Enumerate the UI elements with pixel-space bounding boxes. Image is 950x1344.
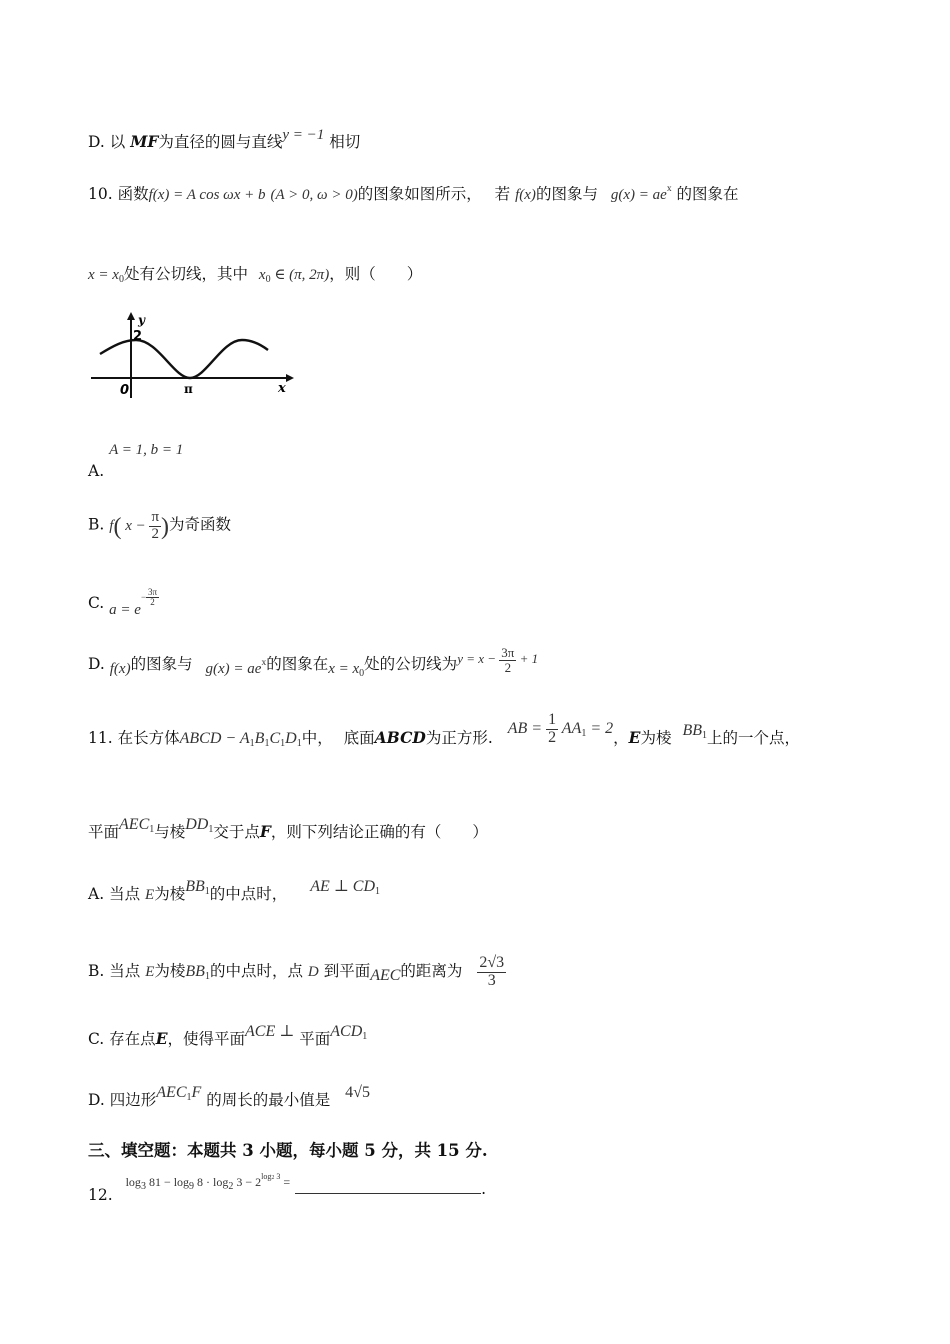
option-c-expr: a = e (109, 602, 141, 618)
g-exp: x (261, 658, 267, 669)
f: F (191, 1084, 202, 1101)
solid-head: ABCD − A (179, 729, 250, 747)
function-g-definition (610, 184, 672, 203)
numerator: 1 (548, 711, 557, 728)
g-exponent: x (666, 184, 672, 194)
denominator: 3 (487, 971, 496, 989)
x-sub: 0 (118, 274, 124, 285)
g-expr: g(x) = ae (205, 661, 262, 678)
cosine-curve (100, 340, 268, 378)
q9-option-d (88, 127, 361, 152)
text: 为正方形. (425, 728, 493, 747)
text: 在长方体 (117, 728, 180, 747)
plane-aec: AEC (370, 966, 401, 984)
text: 的周长的最小值是 (206, 1091, 331, 1109)
text: ，则（ ） (329, 265, 423, 283)
q10-option-b (88, 510, 231, 543)
edge-bb1 (185, 963, 210, 980)
q12 (88, 1172, 487, 1204)
question-number: 11. (88, 728, 113, 747)
exp-log: log (261, 1172, 272, 1181)
x-axis-label: x (278, 381, 286, 396)
section-title: 三、填空题：本题共 3 小题，每小题 5 分，共 15 分. (88, 1141, 488, 1160)
text: 与棱 (154, 823, 186, 841)
c-exponent: − 3π 2 (140, 587, 158, 608)
bb: BB (682, 721, 702, 739)
text: 若 (494, 185, 511, 203)
text: ， (613, 728, 629, 747)
denominator: 2 (151, 525, 159, 542)
sub: 1 (581, 727, 587, 739)
f: f (109, 517, 114, 534)
x-axis-arrow (286, 374, 294, 382)
sub: 2 (228, 1181, 234, 1192)
text: ，使得平面 (167, 1030, 246, 1048)
q10-stem-line2 (88, 262, 422, 285)
text: 处有公切线，其中 (123, 265, 248, 283)
edge-dd1 (185, 816, 213, 833)
question-number: 10. (88, 185, 113, 203)
origin-label: 0 (120, 383, 130, 398)
plane-ace: ACE ⊥ (245, 1023, 295, 1040)
line-pre: y = x − (457, 651, 497, 667)
base-abcd: ABCD (374, 727, 426, 747)
quad-aec1f (156, 1084, 201, 1101)
aa1: AA (561, 719, 582, 737)
g-expr: g(x) = ae (610, 187, 667, 203)
cuboid-name (180, 730, 302, 747)
text: 为棱 (640, 728, 672, 747)
letter: B (254, 729, 265, 747)
answer-blank[interactable] (295, 1193, 481, 1194)
ab: AB = (507, 719, 543, 737)
point-e: E (145, 887, 155, 903)
text: 为棱 (154, 885, 186, 903)
q11-option-d (88, 1084, 370, 1111)
sub: 1 (204, 886, 210, 897)
sub: 1 (375, 886, 381, 897)
x0-interval (259, 267, 329, 283)
sub: 3 (140, 1181, 146, 1192)
edge-bb1 (185, 878, 210, 895)
q10-option-d (88, 645, 539, 680)
y-tick-label: 2 (133, 329, 143, 344)
sub: 1 (149, 824, 155, 835)
distance-value (477, 954, 506, 989)
text: 四边形 (109, 1091, 157, 1109)
option-label: B. (88, 961, 105, 980)
text: 为棱 (154, 961, 186, 980)
text: 为直径的圆与直线 (158, 133, 283, 151)
option-label: C. (88, 1030, 105, 1048)
x-minus: x − (125, 517, 146, 534)
q11-option-c (88, 1023, 368, 1050)
sub: 1 (296, 737, 302, 749)
point-f: F (259, 822, 271, 841)
sub: 9 (189, 1181, 195, 1192)
x-eq: x = x (88, 267, 119, 283)
bb: BB (185, 962, 205, 980)
bb: BB (185, 878, 205, 895)
option-label: A. (88, 462, 105, 480)
point-d: D (307, 963, 319, 980)
point-e: E (145, 963, 155, 980)
x0-sub: 0 (265, 274, 271, 285)
aec: AEC (156, 1084, 187, 1101)
exponent (261, 1172, 280, 1181)
exp-numerator: 3π (148, 587, 158, 597)
option-a-expr (310, 878, 380, 895)
option-label: D. (88, 655, 105, 674)
text: 的距离为 (400, 961, 463, 980)
text: 为奇函数 (169, 515, 232, 534)
option-label: D. (88, 133, 105, 151)
option-a-expr: A = 1, b = 1 (109, 442, 184, 458)
text: 处的公切线为 (364, 655, 458, 674)
x-tick-label: π (184, 382, 193, 396)
tangent-line (457, 645, 539, 675)
aec: AEC (119, 816, 150, 833)
plane-aec1 (119, 816, 154, 833)
sub: 1 (249, 737, 255, 749)
x-sub: 0 (359, 668, 365, 680)
function-conditions: (A > 0, ω > 0) (270, 187, 358, 203)
text: 底面 (343, 728, 375, 747)
text: 的中点时，点 (209, 961, 303, 980)
exp-denominator: 2 (150, 597, 155, 608)
sub: 1 (186, 1092, 192, 1103)
sub: 1 (208, 824, 214, 835)
point-e: E (628, 727, 641, 747)
edge-bb1 (682, 722, 707, 739)
q11-stem-line1 (88, 711, 800, 757)
line-equation: y = −1 (282, 127, 325, 143)
interval: ∈ (π, 2π) (274, 267, 330, 283)
text: 平面 (88, 823, 120, 841)
numerator: 3π (501, 645, 515, 660)
sub: 1 (362, 1031, 368, 1042)
question-number: 12. (88, 1186, 113, 1204)
text: 当点 (109, 961, 141, 980)
point-e: E (155, 1029, 168, 1048)
period: . (481, 1180, 487, 1198)
function-f-definition: f(x) = A cos ωx + b (148, 187, 266, 203)
option-label: C. (88, 594, 105, 612)
text: 的中点时， (209, 885, 288, 903)
text: 的图象在 (266, 655, 329, 674)
denominator: 2 (548, 728, 557, 746)
x0: x (258, 267, 266, 283)
min-perimeter-value: 4√5 (345, 1084, 370, 1101)
text: 的图象与 (535, 185, 598, 203)
part: 8 · log (197, 1175, 229, 1189)
denominator: 2 (504, 659, 512, 675)
letter: C (269, 729, 281, 747)
line-post: + 1 (519, 651, 539, 667)
acd: ACD (330, 1023, 363, 1040)
cosine-graph (88, 310, 298, 400)
numerator: π (151, 509, 160, 525)
x-eq-x0 (88, 267, 124, 283)
sub: 1 (204, 970, 210, 982)
text: 的图象与 (130, 655, 193, 674)
text: 中， (301, 728, 333, 747)
ab-relation (507, 711, 614, 746)
text: 相切 (329, 133, 361, 151)
y-axis-label: y (138, 313, 145, 327)
text: 存在点 (109, 1030, 156, 1048)
option-b-expr: f( x − $\frac{\pi}{2}$ ) (109, 509, 170, 542)
text: 到平面 (323, 961, 371, 980)
text: 当点 (109, 885, 141, 903)
equals: = (283, 1175, 291, 1189)
q11-option-a (88, 878, 381, 905)
part: 3 − 2 (236, 1175, 262, 1189)
text: 以 (109, 133, 126, 151)
fx: f(x) (109, 661, 131, 678)
segment-mf: MF (130, 132, 159, 151)
option-label: D. (88, 1091, 105, 1109)
log: log (125, 1175, 141, 1189)
part: 81 − log (148, 1175, 190, 1189)
q10-option-a (88, 442, 184, 480)
pi-over-2 (149, 510, 161, 543)
gx (205, 658, 267, 678)
eq2: = 2 (590, 719, 614, 737)
option-label: A. (88, 885, 105, 903)
fx: f(x) (515, 187, 536, 203)
q11-stem-line2 (88, 816, 488, 843)
exp-sub: 2 (271, 1175, 275, 1181)
y-axis-arrow (127, 312, 135, 320)
text: 的图象如图所示， (357, 185, 482, 203)
x-eq-x0 (328, 661, 365, 680)
x-eq: x = x (328, 661, 360, 678)
expr: AE ⊥ CD (310, 878, 376, 895)
text: 交于点 (213, 823, 260, 841)
q11-option-b (88, 955, 506, 990)
letter: D (285, 729, 297, 747)
sub: 1 (264, 737, 270, 749)
option-label: B. (88, 515, 105, 534)
q10-stem-line1 (88, 182, 739, 204)
log-expression (125, 1172, 291, 1192)
text: 的图象在 (676, 185, 739, 203)
dd: DD (185, 816, 209, 833)
sub: 1 (701, 729, 707, 741)
exp-tail: 3 (276, 1172, 281, 1181)
sub: 1 (280, 737, 286, 749)
plane-acd1 (330, 1023, 367, 1040)
text: 平面 (299, 1030, 331, 1048)
text: 函数 (117, 185, 149, 203)
text: 上的一个点， (706, 728, 800, 747)
numerator: 2√3 (479, 954, 505, 971)
text: ，则下列结论正确的有（ ） (270, 823, 488, 841)
